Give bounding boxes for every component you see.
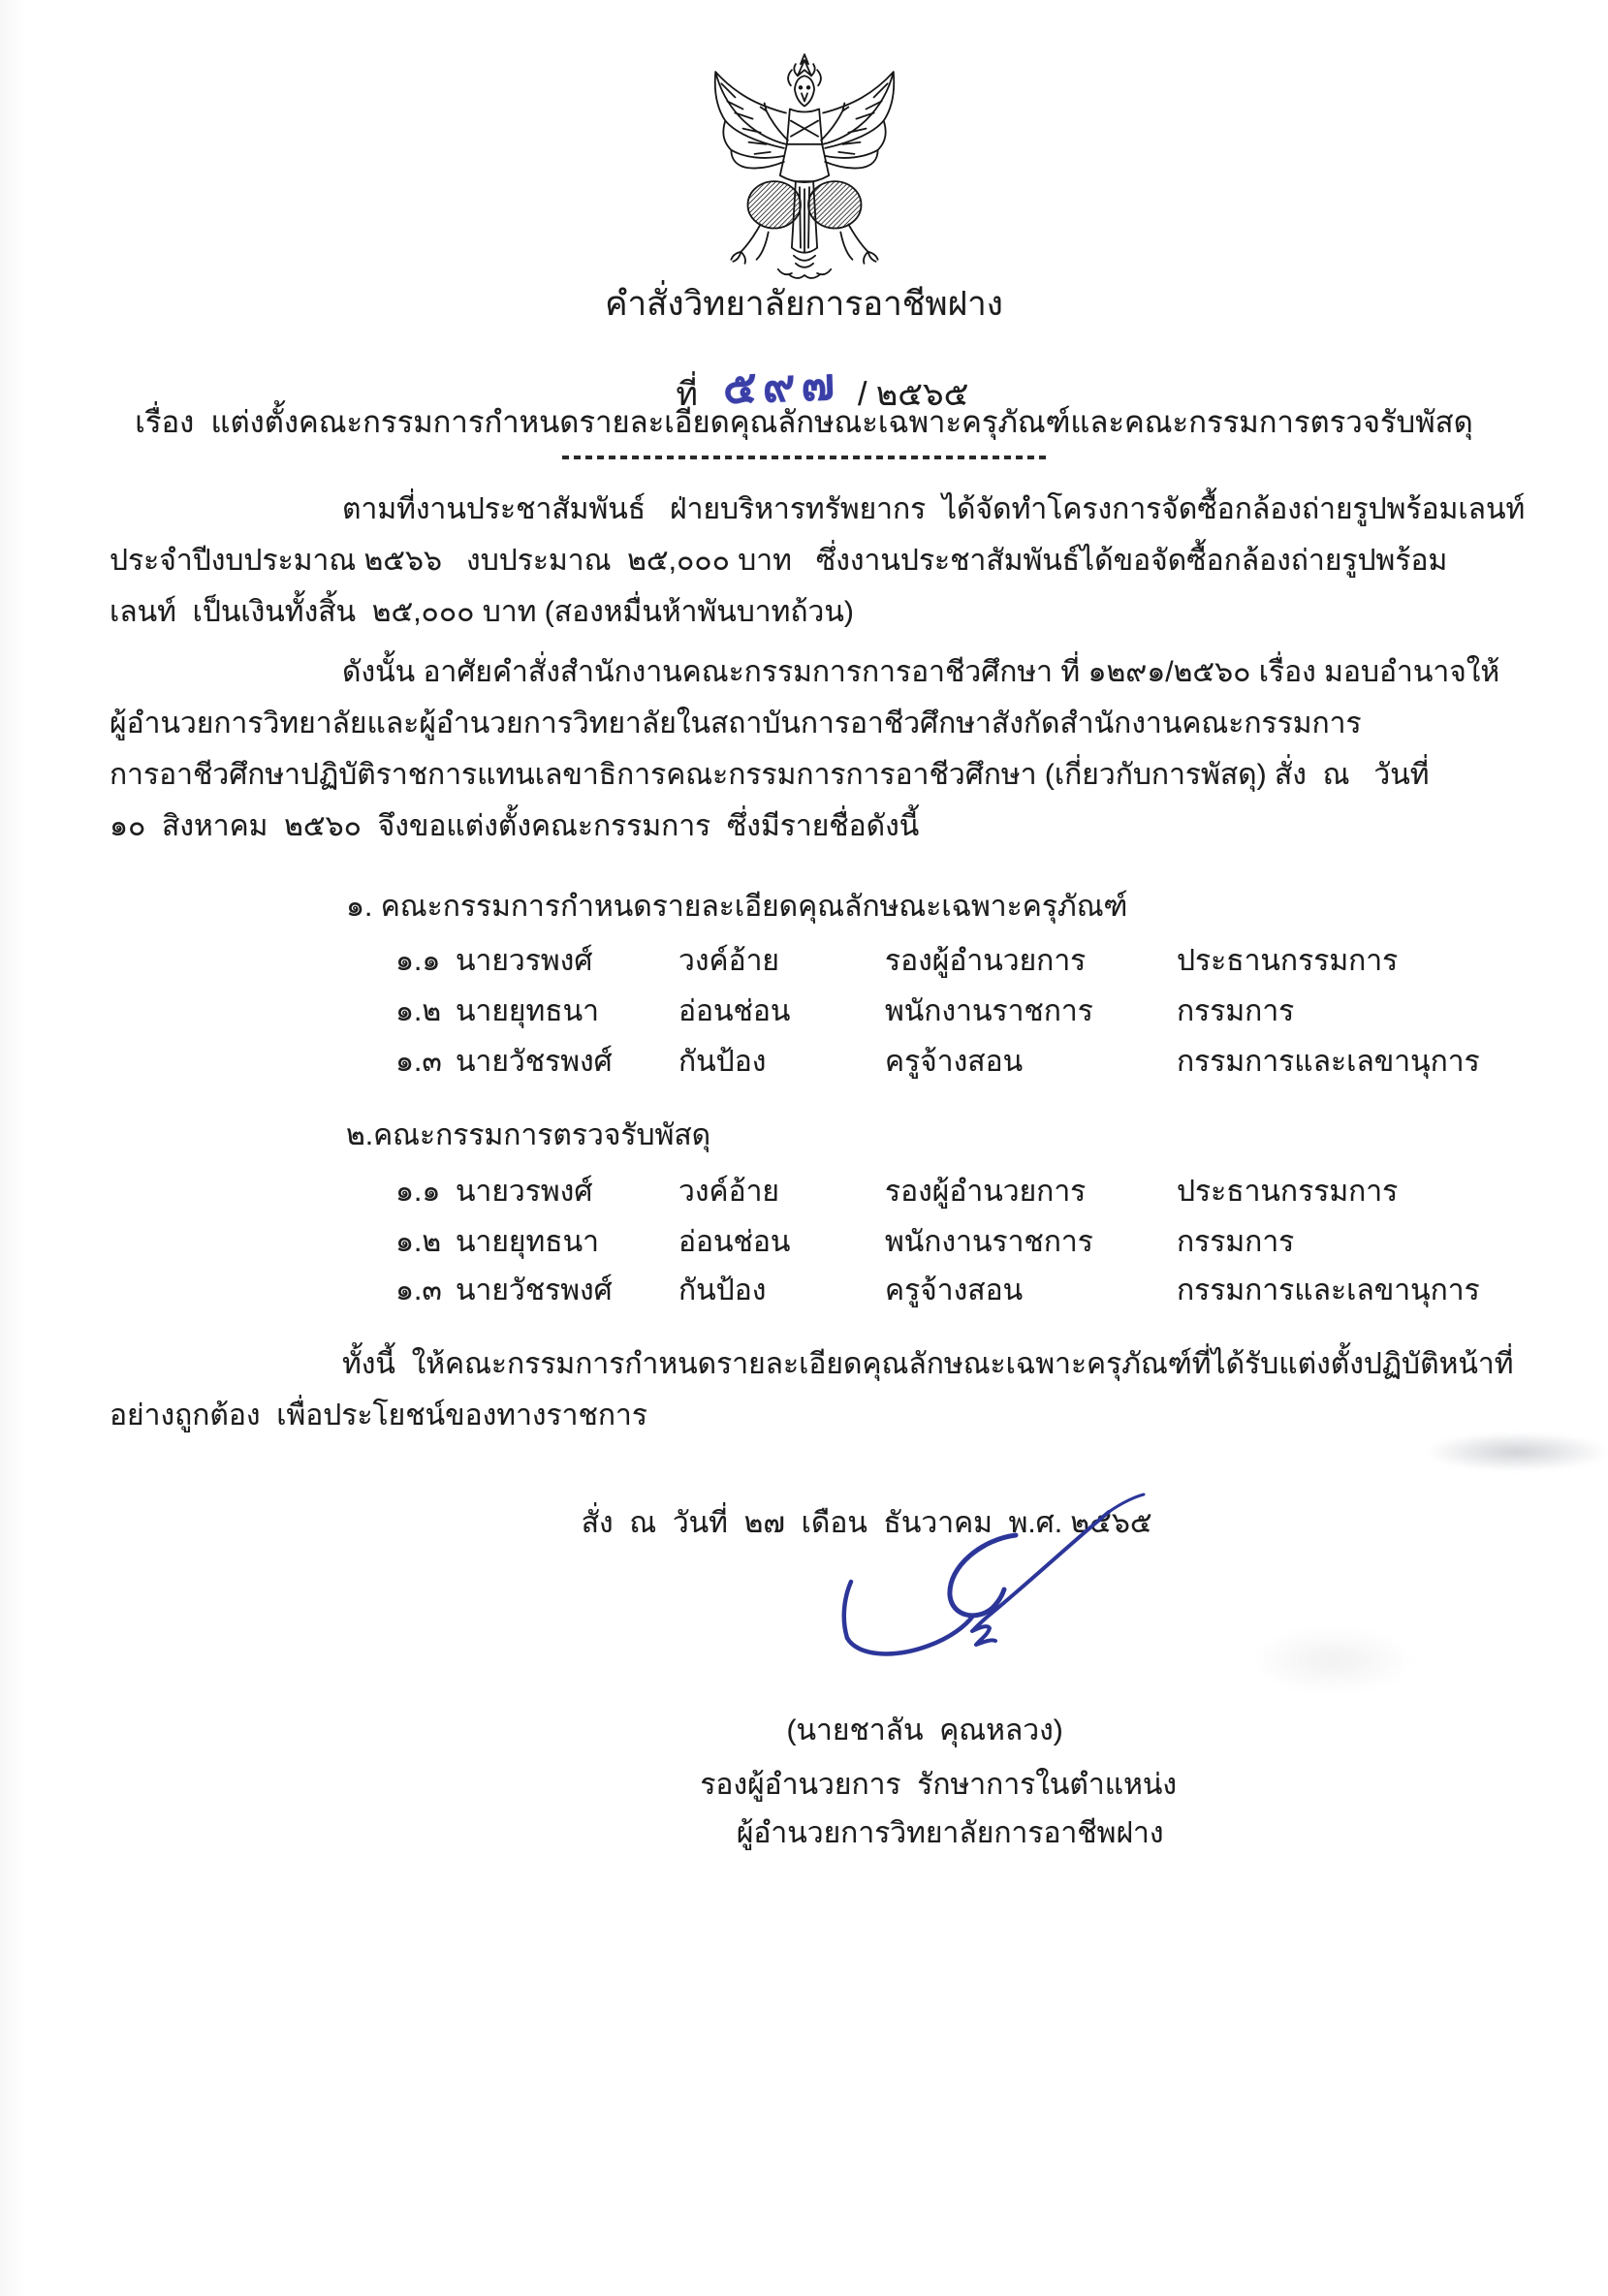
member-surname: กันป้อง: [678, 1274, 767, 1306]
order-number-prefix: ที่: [676, 376, 698, 413]
scan-smudge: [1425, 1432, 1608, 1471]
paragraph-2-line: ๑๐ สิงหาคม ๒๕๖๐ จึงขอแต่งตั้งคณะกรรมการ ซึ่งมีรายชื่อดังนี้: [110, 810, 920, 842]
committee-1-row: [395, 989, 1539, 1027]
member-number: ๑.๒: [395, 995, 442, 1027]
signer-title-line-2: [0, 1776, 1608, 1892]
member-name: นายวรพงศ์: [456, 945, 593, 977]
order-number-handwritten: ๕๙๗: [721, 358, 841, 414]
member-position: รองผู้อำนวยการ: [885, 945, 1087, 977]
paragraph-2-line: ดังนั้น อาศัยคำสั่งสำนักงานคณะกรรมการการอาชีวศึกษา ที่ ๑๒๙๑/๒๕๖๐ เรื่อง มอบอำนาจให้: [342, 656, 1500, 688]
member-name: นายวัชรพงศ์: [456, 1046, 613, 1078]
member-name: นายวรพงศ์: [456, 1176, 593, 1208]
member-role: กรรมการ: [1177, 1226, 1295, 1258]
signer-title-1-text: รองผู้อำนวยการ รักษาการในตำแหน่ง: [700, 1769, 1178, 1801]
paragraph-1-line: เลนท์ เป็นเงินทั้งสิ้น ๒๕,๐๐๐ บาท (สองหมื่นห้าพันบาทถ้วน): [110, 596, 854, 628]
member-surname: วงค์อ้าย: [678, 945, 780, 977]
order-number-year: / ๒๕๖๕: [857, 376, 969, 413]
member-position: พนักงานราชการ: [885, 995, 1093, 1027]
member-name: นายยุทธนา: [456, 995, 599, 1027]
member-position: รองผู้อำนวยการ: [885, 1176, 1087, 1208]
member-role: ประธานกรรมการ: [1177, 945, 1399, 977]
member-position: พนักงานราชการ: [885, 1226, 1093, 1258]
signer-title-2-text: ผู้อำนวยการวิทยาลัยการอาชีพฝาง: [736, 1817, 1164, 1849]
signer-name-text: (นายชาลัน คุณหลวง): [786, 1714, 1063, 1746]
member-number: ๑.๓: [395, 1046, 442, 1078]
member-position: ครูจ้างสอน: [885, 1046, 1024, 1078]
member-role: กรรมการ: [1177, 995, 1295, 1027]
member-surname: อ่อนช่อน: [678, 995, 791, 1027]
paragraph-2-line: การอาชีวศึกษาปฏิบัติราชการแทนเลขาธิการคณะกรรมการการอาชีวศึกษา (เกี่ยวกับการพัสดุ) สั่ง ณ วันที่: [110, 759, 1430, 791]
paragraph-1-line: ประจำปีงบประมาณ ๒๕๖๖ งบประมาณ ๒๕,๐๐๐ บาท ซึ่งงานประชาสัมพันธ์ได้ขอจัดซื้อกล้องถ่ายรูปพร้อม: [110, 545, 1448, 577]
order-org-title: คำสั่งวิทยาลัยการอาชีพฝาง: [605, 285, 1003, 323]
member-role: กรรมการและเลขานุการ: [1177, 1274, 1480, 1306]
committee-2-row: [395, 1169, 1539, 1208]
member-name: นายวัชรพงศ์: [456, 1274, 613, 1306]
dashed-separator: [562, 456, 1047, 459]
member-number: ๑.๓: [395, 1274, 442, 1306]
member-surname: อ่อนช่อน: [678, 1226, 791, 1258]
signature-ink: [781, 1493, 1198, 1686]
member-number: ๑.๒: [395, 1226, 442, 1258]
member-role: ประธานกรรมการ: [1177, 1176, 1399, 1208]
committee-2-row: [395, 1268, 1539, 1306]
committee-1-title: ๑. คณะกรรมการกำหนดรายละเอียดคุณลักษณะเฉพาะครุภัณฑ์: [346, 891, 1128, 923]
scan-smudge: [1250, 1626, 1415, 1694]
closing-line: ทั้งนี้ ให้คณะกรรมการกำหนดรายละเอียดคุณลักษณะเฉพาะครุภัณฑ์ที่ได้รับแต่งตั้งปฏิบัติหน้าที่: [342, 1348, 1514, 1380]
committee-2-row: [395, 1219, 1539, 1258]
closing-line: อย่างถูกต้อง เพื่อประโยชน์ของทางราชการ: [110, 1400, 647, 1431]
member-surname: กันป้อง: [678, 1046, 767, 1078]
member-position: ครูจ้างสอน: [885, 1274, 1024, 1306]
paragraph-1-line: ตามที่งานประชาสัมพันธ์ ฝ่ายบริหารทรัพยากร ได้จัดทำโครงการจัดซื้อกล้องถ่ายรูปพร้อมเลนท์: [342, 493, 1526, 525]
subject-line: เรื่อง แต่งตั้งคณะกรรมการกำหนดรายละเอียดคุณลักษณะเฉพาะครุภัณฑ์และคณะกรรมการตรวจรับพัสดุ: [135, 405, 1473, 439]
order-date-text: สั่ง ณ วันที่ ๒๗ เดือน ธันวาคม พ.ศ. ๒๕๖๕: [581, 1507, 1152, 1539]
member-name: นายยุทธนา: [456, 1226, 599, 1258]
member-surname: วงค์อ้าย: [678, 1176, 780, 1208]
paragraph-2-line: ผู้อำนวยการวิทยาลัยและผู้อำนวยการวิทยาลัยในสถาบันการอาชีวศึกษาสังกัดสำนักงานคณะกรรมการ: [110, 708, 1362, 739]
garuda-emblem: [690, 50, 919, 285]
committee-2-title: ๒.คณะกรรมการตรวจรับพัสดุ: [346, 1119, 711, 1151]
committee-1-row: [395, 938, 1539, 977]
member-role: กรรมการและเลขานุการ: [1177, 1046, 1480, 1078]
member-number: ๑.๑: [395, 945, 441, 977]
committee-1-row: [395, 1039, 1539, 1078]
member-number: ๑.๑: [395, 1176, 441, 1208]
